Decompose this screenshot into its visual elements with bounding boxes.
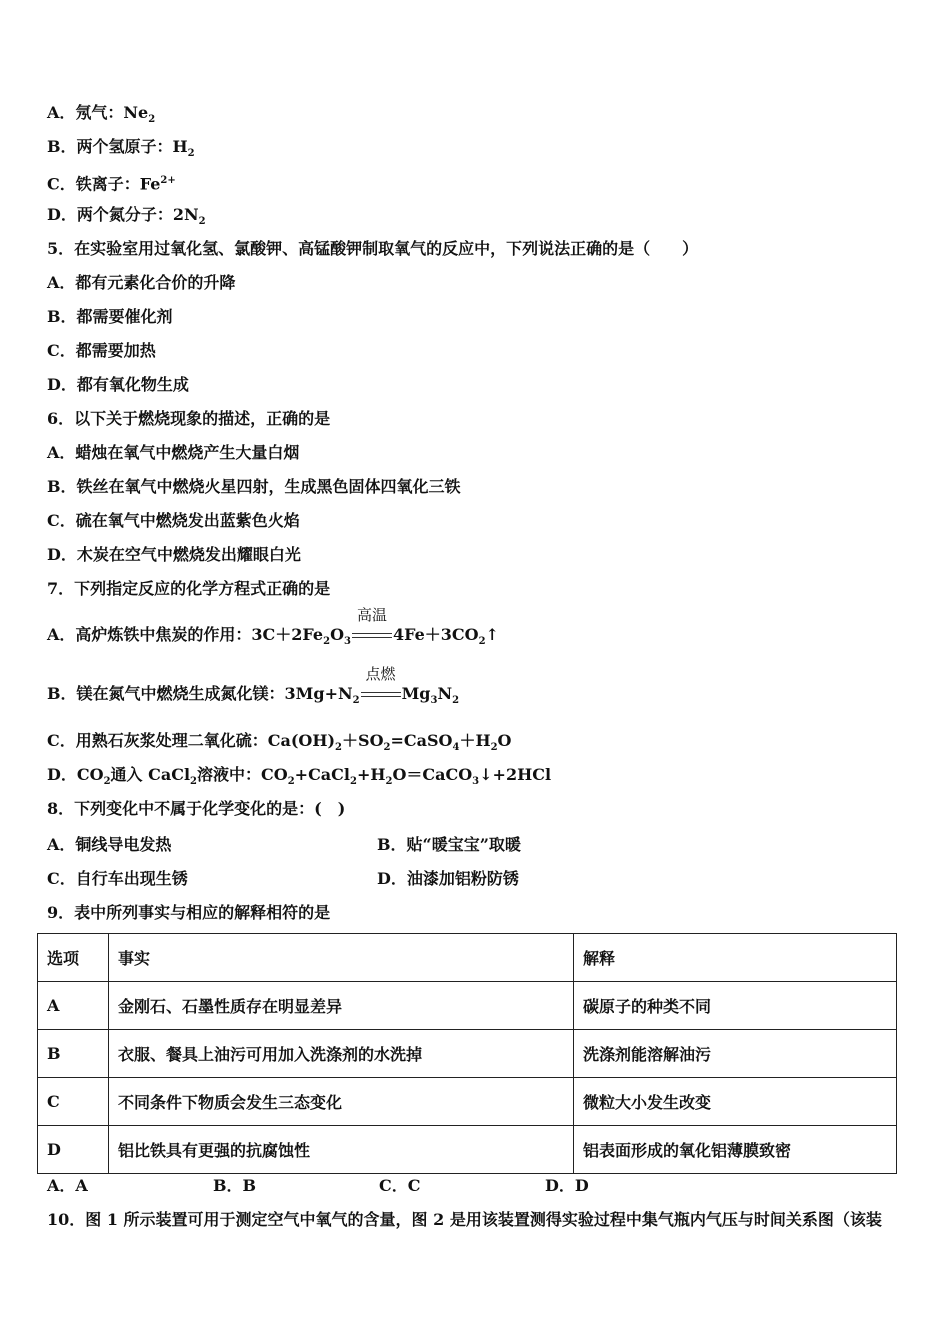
q7-option-a: A．高炉炼铁中焦炭的作用：$3C+2Fe_2O_3$ 高温 $4Fe+3CO_2↑$ [47,606,499,648]
reaction-condition: 点燃 [361,684,401,704]
row-explanation: 碳原子的种类不同 [574,982,897,1030]
q7-option-c: C．用熟石灰浆处理二氧化硫：$Ca(OH)_2+SO_2=CaSO_4+H_2O$ [47,731,512,754]
q4-option-d: D．两个氮分子：$2N_2$ [47,205,206,228]
q6-option-b: B．铁丝在氧气中燃烧火星四射，生成黑色固体四氧化三铁 [47,477,461,496]
q8-option-b: B．贴“暖宝宝”取暖 [377,835,521,854]
q5-option-b: B．都需要催化剂 [47,307,173,326]
row-option: A [38,982,109,1030]
q6-option-a: A．蜡烛在氧气中燃烧产生大量白烟 [47,443,300,462]
q9-answer-c: C．C [379,1176,421,1195]
q9-answer-b: B．B [213,1176,257,1195]
q9-answer-a: A．A [47,1176,88,1195]
header-option: 选项 [38,934,109,982]
q5-option-a: A．都有元素化合价的升降 [47,273,236,292]
row-option: D [38,1126,109,1174]
q5-option-c: C．都需要加热 [47,341,156,360]
q9-answer-options [47,1176,711,1196]
q7-option-b: B．镁在氮气中燃烧生成氮化镁：$3Mg+N_2$ 点燃 $Mg_3N_2$ [47,665,460,707]
row-fact: 不同条件下物质会发生三态变化 [109,1078,574,1126]
q4-option-b: B．两个氢原子：$H_2$ [47,137,195,160]
q8-option-d: D．油漆加铝粉防锈 [377,869,519,888]
row-option: C [38,1078,109,1126]
q9-stem: 9．表中所列事实与相应的解释相符的是 [47,903,331,922]
row-option: B [38,1030,109,1078]
table-row [38,1030,897,1078]
q6-option-d: D．木炭在空气中燃烧发出耀眼白光 [47,545,301,564]
q6-stem: 6．以下关于燃烧现象的描述，正确的是 [47,409,331,428]
table-header-row [38,934,897,982]
header-explanation: 解释 [574,934,897,982]
q9-answer-d: D．D [545,1176,589,1195]
q8-option-a: A．铜线导电发热 [47,835,172,854]
q7-option-d: D．$CO_2$通入 CaCl$_2$溶液中：$CO_2+CaCl_2+H_2O=CaCO_3↓+2HCl$ [47,765,552,788]
header-fact: 事实 [109,934,574,982]
facts-table [37,933,897,1174]
q6-option-c: C．硫在氧气中燃烧发出蓝紫色火焰 [47,511,300,530]
q5-option-d: D．都有氧化物生成 [47,375,189,394]
reaction-condition: 高温 [352,625,392,645]
row-explanation: 微粒大小发生改变 [574,1078,897,1126]
q8-stem: 8．下列变化中不属于化学变化的是：( ) [47,799,346,818]
table-row [38,1126,897,1174]
table-row [38,1078,897,1126]
row-fact: 金刚石、石墨性质存在明显差异 [109,982,574,1030]
q10-stem: 10．图 1 所示装置可用于测定空气中氧气的含量，图 2 是用该装置测得实验过程中集气瓶内气压与时间关系图（该装 [47,1210,882,1229]
row-fact: 铝比铁具有更强的抗腐蚀性 [109,1126,574,1174]
q5-stem: 5．在实验室用过氧化氢、氯酸钾、高锰酸钾制取氧气的反应中，下列说法正确的是（ ） [47,239,699,258]
table-row [38,982,897,1030]
q8-option-c: C．自行车出现生锈 [47,869,188,888]
q7-stem: 7．下列指定反应的化学方程式正确的是 [47,579,331,598]
q4-option-a: A．氖气：$Ne_2$ [47,103,156,126]
row-fact: 衣服、餐具上油污可用加入洗涤剂的水洗掉 [109,1030,574,1078]
row-explanation: 洗涤剂能溶解油污 [574,1030,897,1078]
row-explanation: 铝表面形成的氧化铝薄膜致密 [574,1126,897,1174]
q4-option-c: C．铁离子：$Fe^{2+}$ [47,174,176,194]
